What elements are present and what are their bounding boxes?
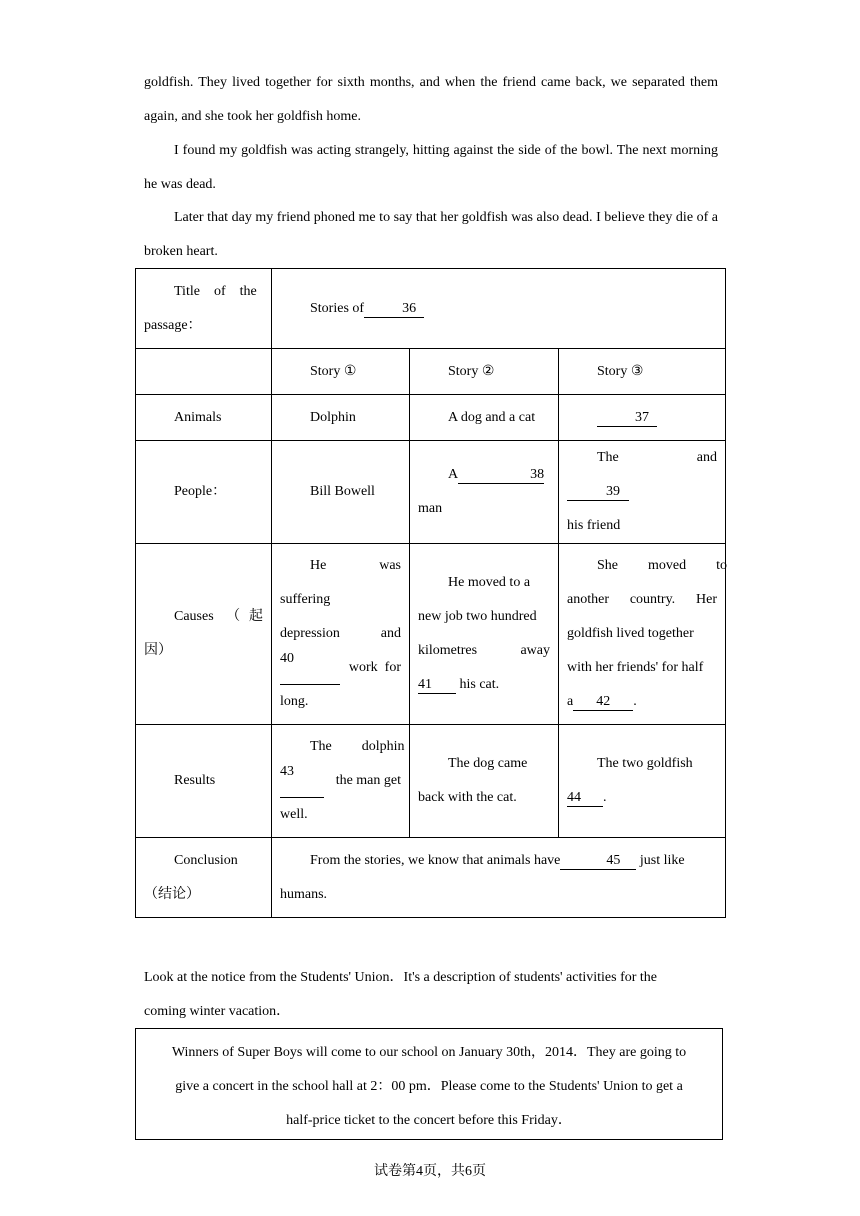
paragraph-broken-heart: Later that day my friend phoned me to say that her goldfish was also dead. I believe they die of a broken heart. xyxy=(144,210,718,259)
blank-42[interactable]: 42 xyxy=(573,694,633,711)
paragraph-goldfish-dead: I found my goldfish was acting strangely, hitting against the side of the bowl. The next morning he was dead. xyxy=(144,143,718,192)
blank-43[interactable]: 43 xyxy=(280,764,324,798)
people-label: People： xyxy=(136,441,272,544)
people-story-2: A 38 man xyxy=(410,441,559,544)
title-value-cell xyxy=(272,269,726,349)
results-label: Results xyxy=(136,725,272,838)
blank-37[interactable]: 37 xyxy=(597,410,657,427)
animals-label: Animals xyxy=(136,395,272,441)
story-1-header: Story ① xyxy=(272,349,410,395)
notice-line-1: Winners of Super Boys will come to our school on January 30th，2014．They are going to xyxy=(171,1045,687,1060)
result-story-3: The two goldfish 44 . xyxy=(559,725,726,838)
conclusion-cell: From the stories, we know that animals have 45 just like humans. xyxy=(272,838,726,918)
people-story-3: The39 and his friend xyxy=(559,441,726,544)
blank-38[interactable]: 38 xyxy=(458,467,544,484)
blank-36[interactable]: 36 xyxy=(364,301,424,318)
blank-40[interactable]: 40 xyxy=(280,651,340,685)
notice-line-2: give a concert in the school hall at 2：00 pm．Please come to the Students' Union to get a xyxy=(175,1079,683,1094)
table-row-animals xyxy=(136,395,726,441)
page-footer: 试卷第4页，共6页 xyxy=(374,1164,486,1179)
paragraph-goldfish-end: goldfish. They lived together for sixth months, and when the friend came back, we separated them again, and she took her goldfish home. xyxy=(144,75,718,124)
cause-story-1: He was suffering depression and 40 work for long. xyxy=(272,544,410,725)
animals-story-1: Dolphin xyxy=(272,395,410,441)
table-row-results xyxy=(136,725,726,838)
cause-story-2: He moved to a new job two hundred kilometres away 41 his cat. xyxy=(410,544,559,725)
result-story-1: The dolphin 43 the man get well. xyxy=(272,725,410,838)
conclusion-label: Conclusion （结论） xyxy=(136,838,272,918)
people-story-1: Bill Bowell xyxy=(272,441,410,544)
empty-header-cell xyxy=(136,349,272,395)
cause-story-3: She moved to another country. Her goldfish lived together with her friends' for half a 42 . xyxy=(559,544,726,725)
result-story-2: The dog came back with the cat. xyxy=(410,725,559,838)
title-label-line2: passage： xyxy=(144,317,202,333)
blank-41[interactable]: 41 xyxy=(418,677,456,694)
blank-45[interactable]: 45 xyxy=(560,853,636,870)
table-row-title xyxy=(136,269,726,349)
title-label-cell xyxy=(136,269,272,349)
blank-39[interactable]: 39 xyxy=(567,484,629,501)
causes-label: Causes （起因） xyxy=(136,544,272,725)
story-2-header: Story ② xyxy=(410,349,559,395)
notice-line-3: half-price ticket to the concert before this Friday． xyxy=(286,1113,572,1128)
table-row-causes xyxy=(136,544,726,725)
table-row-conclusion xyxy=(136,838,726,918)
notice-box xyxy=(135,1028,723,1140)
animals-story-3 xyxy=(559,395,726,441)
story-3-header: Story ③ xyxy=(559,349,726,395)
notice-intro-line2: coming winter vacation． xyxy=(144,1003,291,1019)
summary-table xyxy=(135,268,726,918)
title-value-text: Stories of xyxy=(310,300,365,316)
blank-44[interactable]: 44 xyxy=(567,790,603,807)
table-row-headers xyxy=(136,349,726,395)
title-label-line1: Title of the xyxy=(174,283,257,299)
notice-intro-line1: Look at the notice from the Students' Union．It's a description of students' activities for the xyxy=(144,970,658,985)
animals-story-2: A dog and a cat xyxy=(410,395,559,441)
table-row-people xyxy=(136,441,726,544)
notice-intro xyxy=(144,961,718,1028)
